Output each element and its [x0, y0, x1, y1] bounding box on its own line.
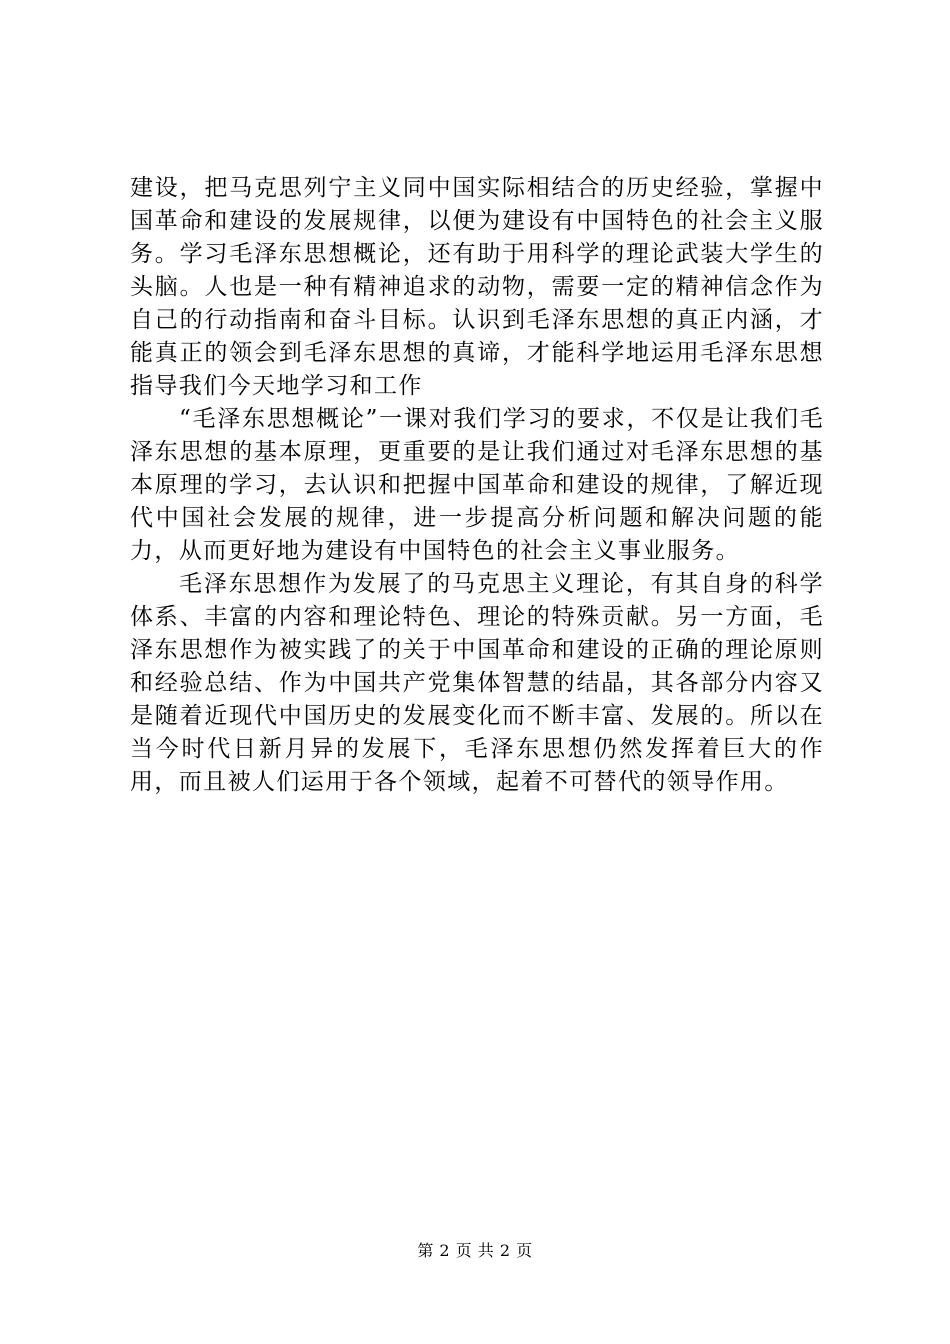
document-body — [130, 172, 824, 799]
paragraph-1: 建设，把马克思列宁主义同中国实际相结合的历史经验，掌握中国革命和建设的发展规律，以便为建设有中国特色的社会主义服务。学习毛泽东思想概论，还有助于用科学的理论武装大学生的头脑。人也是一种有精神追求的动物，需要一定的精神信念作为自己的行动指南和奋斗目标。认识到毛泽东思想的真正内涵，才能真正的领会到毛泽东思想的真谛，才能科学地运用毛泽东思想指导我们今天地学习和工作 — [130, 175, 824, 399]
page-footer: 第 2 页 共 2 页 — [417, 1241, 533, 1260]
paragraph-3: 毛泽东思想作为发展了的马克思主义理论，有其自身的科学体系、丰富的内容和理论特色、理论的特殊贡献。另一方面，毛泽东思想作为被实践了的关于中国革命和建设的正确的理论原则和经验总结、作为中国共产党集体智慧的结晶，其各部分内容又是随着近现代中国历史的发展变化而不断丰富、发展的。所以在当今时代日新月异的发展下，毛泽东思想仍然发挥着巨大的作用，而且被人们运用于各个领域，起着不可替代的领导作用。 — [130, 571, 824, 795]
paragraph-2: “毛泽东思想概论”一课对我们学习的要求，不仅是让我们毛泽东思想的基本原理，更重要的是让我们通过对毛泽东思想的基本原理的学习，去认识和把握中国革命和建设的规律，了解近现代中国社会发展的规律，进一步提高分析问题和解决问题的能力，从而更好地为建设有中国特色的社会主义事业服务。 — [130, 406, 824, 564]
